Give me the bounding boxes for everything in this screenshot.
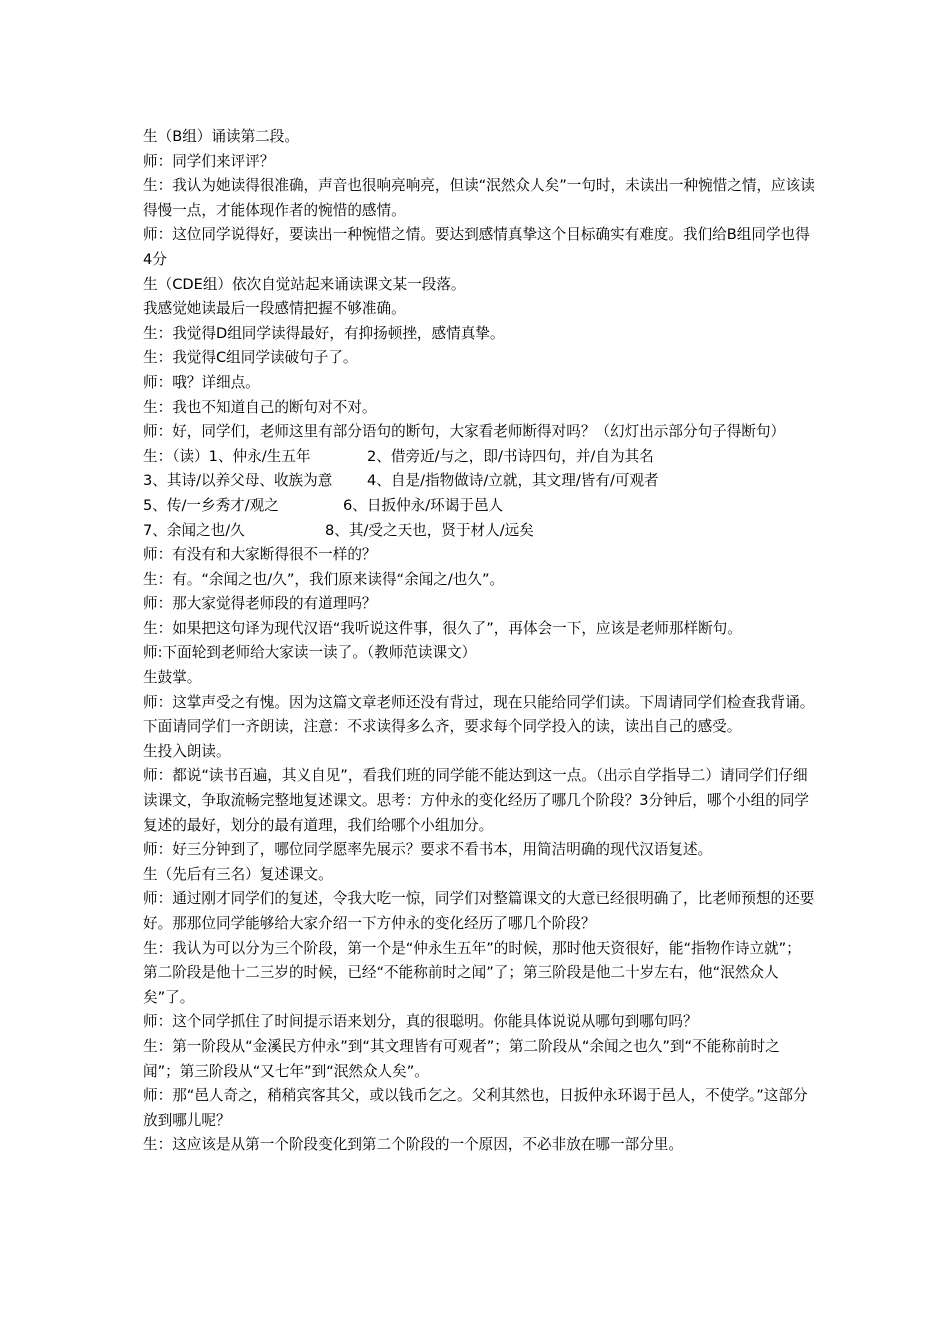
text-line: 师：有没有和大家断得很不一样的？ bbox=[143, 546, 377, 564]
text-line: 生（CDE组）依次自觉站起来诵读课文某一段落。 bbox=[143, 275, 466, 293]
sentence-break-row bbox=[143, 469, 815, 494]
text-line: 师：同学们来评评？ bbox=[143, 152, 275, 170]
sentence-break-item: 3、其诗/以养父母、收族为意 bbox=[143, 472, 333, 490]
text-line: 生鼓掌。 bbox=[143, 669, 202, 687]
text-line: 师：那“邑人奇之，稍稍宾客其父，或以钱币乞之。父利其然也，日扳仲永环谒于邑人，不使学。”这部分放到哪儿呢？ bbox=[143, 1087, 808, 1129]
sentence-break-item: 4、自是/指物做诗/立就，其文理/皆有/可观者 bbox=[367, 472, 659, 490]
sentence-break-item: 生：（读）1、仲永/生五年 bbox=[143, 447, 311, 465]
text-line: 师：好，同学们，老师这里有部分语句的断句，大家看老师断得对吗？（幻灯出示部分句子得断句） bbox=[143, 423, 786, 441]
text-line: 生：第一阶段从“金溪民方仲永”到“其文理皆有可观者”；第二阶段从“余闻之也久”到“不能称前时之闻”；第三阶段从“又七年”到“泯然众人矣”。 bbox=[143, 1037, 780, 1080]
text-line: 师：都说“读书百遍，其义自见”，看我们班的同学能不能达到这一点。（出示自学指导二）请同学们仔细读课文，争取流畅完整地复述课文。思考：方仲永的变化经历了哪几个阶段？3分钟后，哪个小组的同学复述的最好，划分的最有道理，我们给哪个小组加分。 bbox=[143, 767, 810, 834]
text-line: 我感觉她读最后一段感情把握不够准确。 bbox=[143, 300, 406, 318]
text-line: 师：好三分钟到了，哪位同学愿率先展示？要求不看书本，用简洁明确的现代汉语复述。 bbox=[143, 841, 713, 859]
sentence-break-item: 6、日扳仲永/环谒于邑人 bbox=[343, 496, 504, 514]
sentence-break-item: 5、传/一乡秀才/观之 bbox=[143, 496, 279, 514]
text-line: 生：我觉得D组同学读得最好，有抑扬顿挫，感情真挚。 bbox=[143, 324, 505, 342]
text-line: 生（先后有三名）复述课文。 bbox=[143, 865, 333, 883]
text-line: 师:下面轮到老师给大家读一读了。（教师范读课文） bbox=[143, 644, 477, 662]
sentence-break-item: 8、其/受之天也，贤于材人/远矣 bbox=[325, 521, 534, 539]
text-line: 生：这应该是从第一个阶段变化到第二个阶段的一个原因，不必非放在哪一部分里。 bbox=[143, 1136, 683, 1154]
document-body bbox=[143, 125, 815, 1158]
sentence-break-item: 7、余闻之也/久 bbox=[143, 521, 245, 539]
text-line: 生：我也不知道自己的断句对不对。 bbox=[143, 398, 377, 416]
sentence-break-item: 2、借旁近/与之，即/书诗四句，并/自为其名 bbox=[367, 447, 654, 465]
text-line: 师：这掌声受之有愧。因为这篇文章老师还没有背过，现在只能给同学们读。下周请同学们检查我背诵。下面请同学们一齐朗读，注意：不求读得多么齐，要求每个同学投入的读，读出自己的感受。 bbox=[143, 693, 815, 736]
text-line: 生（B组）诵读第二段。 bbox=[143, 128, 299, 145]
text-line: 生：我认为她读得很准确，声音也很响亮响亮，但读“泯然众人矣”一句时，未读出一种惋惜之情，应该读得慢一点，才能体现作者的惋惜的感情。 bbox=[143, 177, 815, 219]
text-line: 生：我觉得C组同学读破句子了。 bbox=[143, 349, 358, 367]
sentence-break-row bbox=[143, 494, 815, 519]
sentence-break-row bbox=[143, 519, 815, 544]
text-line: 师：那大家觉得老师段的有道理吗？ bbox=[143, 595, 377, 613]
text-line: 师：哦？详细点。 bbox=[143, 373, 260, 391]
text-line: 生投入朗读。 bbox=[143, 742, 231, 760]
text-line: 师：这位同学说得好，要读出一种惋惜之情。要达到感情真挚这个目标确实有难度。我们给B组同学也得4分 bbox=[143, 226, 810, 268]
text-line: 师：通过刚才同学们的复述，令我大吃一惊，同学们对整篇课文的大意已经很明确了，比老师预想的还要好。那那位同学能够给大家介绍一下方仲永的变化经历了哪几个阶段？ bbox=[143, 890, 815, 932]
sentence-break-row bbox=[143, 445, 815, 470]
text-line: 生：如果把这句译为现代汉语“我听说这件事，很久了”，再体会一下，应该是老师那样断句。 bbox=[143, 619, 742, 637]
text-line: 生：我认为可以分为三个阶段，第一个是“仲永生五年”的时候，那时他天资很好，能“指物作诗立就”；第二阶段是他十二三岁的时候，已经“不能称前时之闻”了；第三阶段是他二十岁左右，他“泯然众人矣”了。 bbox=[143, 939, 801, 1006]
text-line: 生：有。“余闻之也/久”，我们原来读得“余闻之/也久”。 bbox=[143, 570, 505, 588]
text-line: 师：这个同学抓住了时间提示语来划分，真的很聪明。你能具体说说从哪句到哪句吗？ bbox=[143, 1013, 698, 1031]
